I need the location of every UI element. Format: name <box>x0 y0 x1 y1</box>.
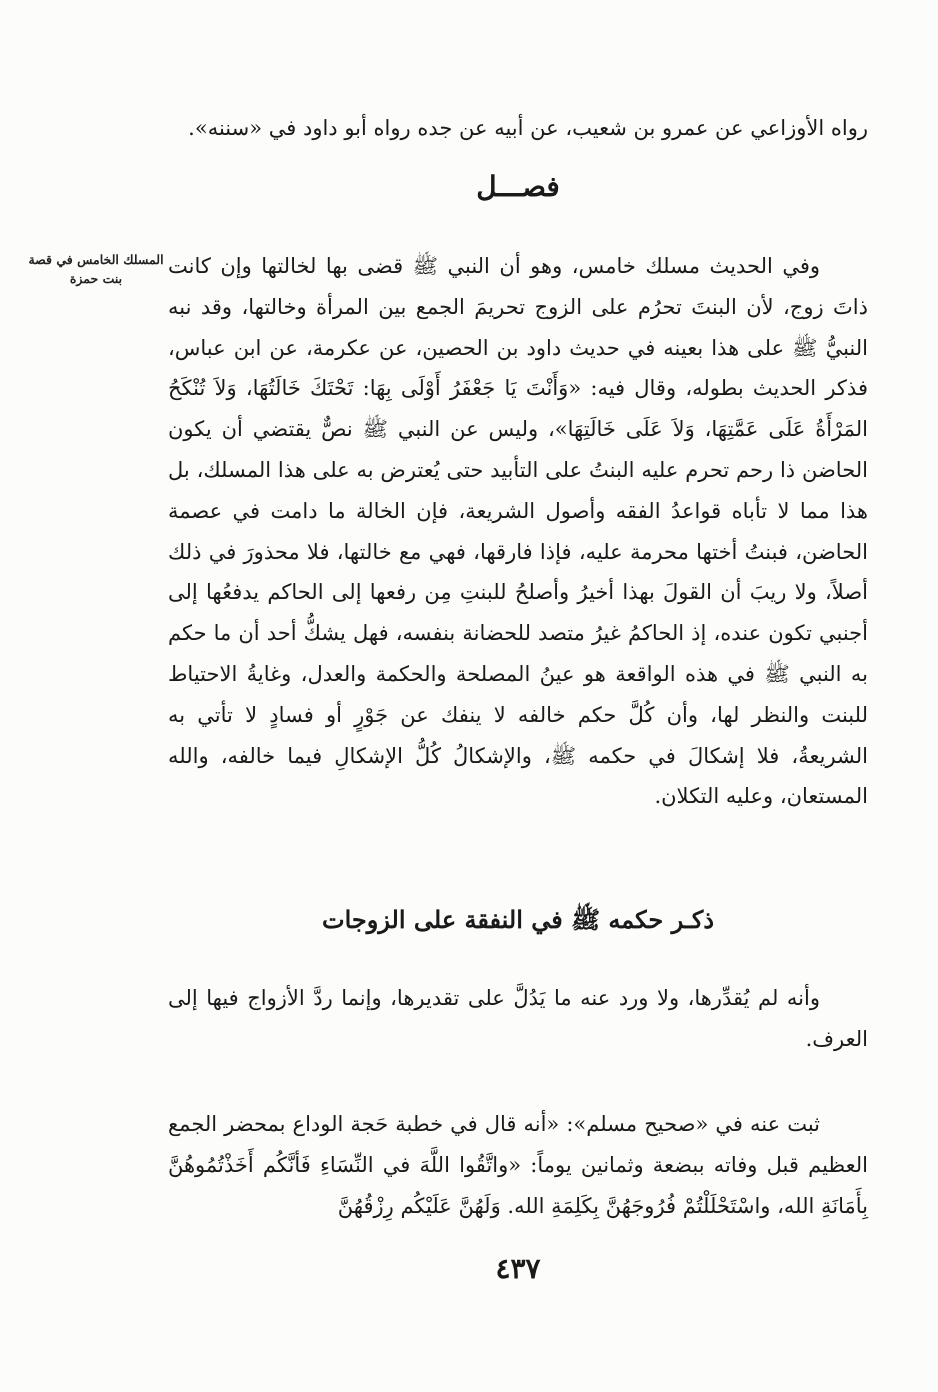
heading-fasl: فصـــل <box>476 170 560 203</box>
margin-note: المسلك الخامس في قصة بنت حمزة <box>28 252 164 286</box>
section-intro: وأنه لم يُقدِّرها، ولا ورد عنه ما يَدُلَّ على تقديرها، وإنما ردَّ الأزواج فيها إلى العرف. <box>168 986 868 1051</box>
section-paragraph: ثبت عنه في «صحيح مسلم»: «أنه قال في خطبة حَجة الوداع بمحضر الجمع العظيم قبل وفاته ببضعة وثمانين يوماً: «واتَّقُوا اللَّهَ في النِّسَاءِ فَأنَّكُم أَخَذْتُمُوهُنَّ بِأَمَانَةِ الله، واسْتَحْلَلْتُمْ فُرُوجَهُنَّ بِكَلِمَةِ الله. وَلَهُنَّ عَلَيْكُم رِزْقُهُنَّ <box>168 1112 868 1218</box>
fasl-paragraph: وفي الحديث مسلك خامس، وهو أن النبي ﷺ قضى بها لخالتها وإن كانت ذاتَ زوج، لأن البنتَ تحرُم على الزوج تحريمَ الجمع بين المرأة وخالتها، وقد نبه النبيُّ ﷺ على هذا بعينه في حديث داود بن الحصين، عن عكرمة، عن ابن عباس، فذكر الحديث بطوله، وقال فيه: «وَأَنْتَ يَا جَعْفَرُ أَوْلَى بِهَا: تَحْتَكَ خَالَتُهَا، وَلاَ تُنْكَحُ المَرْأَةُ عَلَى عَمَّتِهَا، وَلاَ عَلَى خَالَتِهَا»، وليس عن النبي ﷺ نصٌّ يقتضي أن يكون الحاضن ذا رحم تحرم عليه البنتُ على التأبيد حتى يُعترض به على هذا المسلك، بل هذا مما لا تأباه قواعدُ الفقه وأصول الشريعة، فإن الخالة ما دامت في عصمة الحاضن، فبنتُ أختها محرمة عليه، فإذا فارقها، فهي مع خالتها، فلا محذورَ في ذلك أصلاً، ولا ريبَ أن القولَ بهذا أخيرُ وأصلحُ للبنتِ مِن رفعها إلى الحاكم يدفعُها إلى أجنبي تكون عنده، إذ الحاكمُ غيرُ متصد للحضانة بنفسه، فهل يشكُّ أحد أن ما حكم به النبي ﷺ في هذه الواقعة هو عينُ المصلحة والحكمة والعدل، وغايةُ الاحتياط للبنت والنظر لها، وأن كُلَّ حكم خالفه لا ينفك عن جَوْرٍ أو فسادٍ لا تأتي به الشريعةُ، فلا إشكالَ في حكمه ﷺ، والإشكالُ كُلُّ الإشكالِ فيما خالفه، والله المستعان، وعليه التكلان. <box>168 254 868 809</box>
intro-line: رواه الأوزاعي عن عمرو بن شعيب، عن أبيه عن جده رواه أبو داود في «سننه». <box>188 116 868 140</box>
section-intro-block <box>168 978 868 1060</box>
fasl-paragraph-block <box>168 246 868 817</box>
section-paragraph-block <box>168 1104 868 1226</box>
section-heading: ذكـر حكمه ﷺ في النفقة على الزوجات <box>321 905 714 934</box>
page-number: ٤٣٧ <box>495 1252 541 1285</box>
